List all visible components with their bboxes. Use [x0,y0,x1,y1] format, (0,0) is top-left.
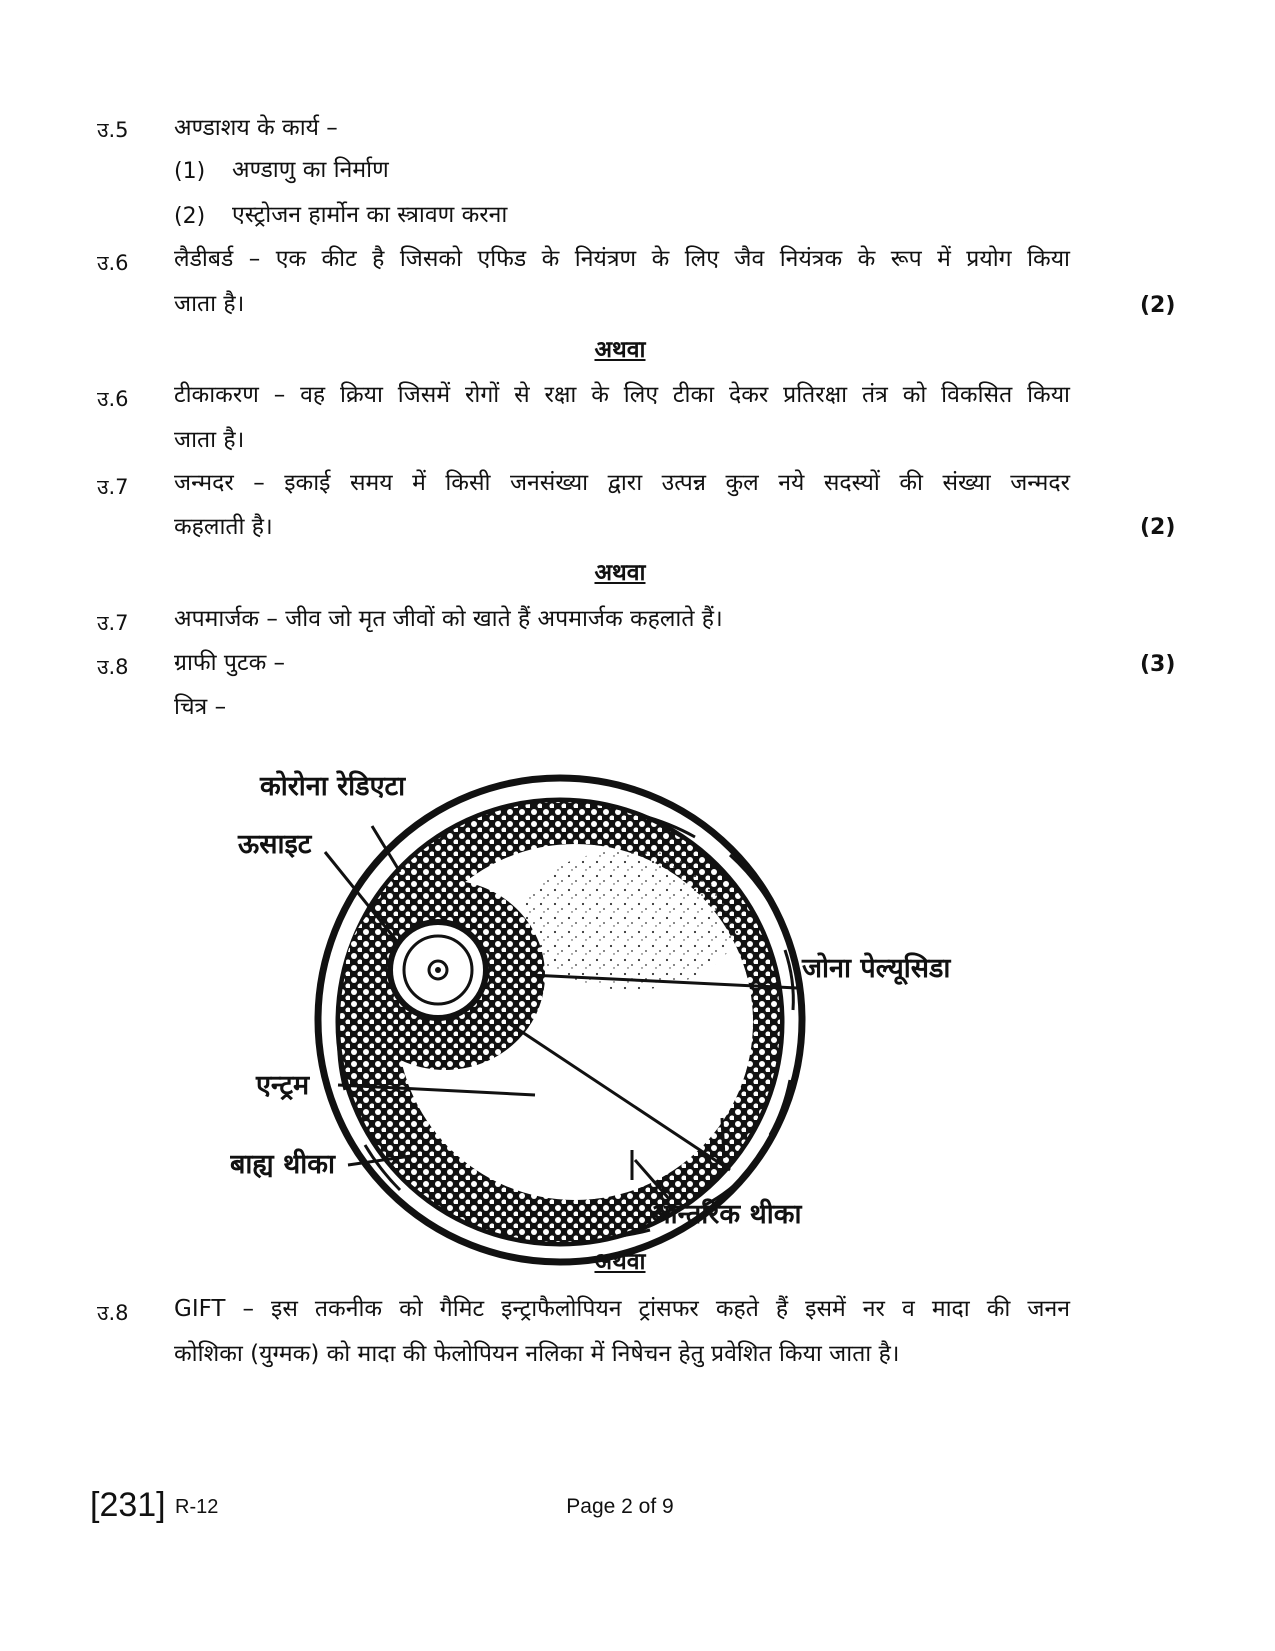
answer-text: जाता है। [174,427,245,453]
sub-item-number: (1) [174,159,206,184]
or-heading: अथवा [594,560,646,586]
or-heading: अथवा [594,1249,646,1275]
question-number: उ.7 [97,475,129,499]
graafian-follicle-diagram [230,760,1030,1300]
answer-text: जाता है। [174,291,245,317]
answer-title: ग्राफी पुटक – [174,650,286,676]
or-heading: अथवा [594,337,646,363]
sub-item-number: (2) [174,204,206,229]
label-zona-pellucida: जोना पेल्यूसिडा [802,953,951,984]
answer-text: लैडीबर्ड – एक कीट है जिसको एफिड के नियंत्रण के लिए जैव नियंत्रक के रूप में प्रयोग किया [174,246,1070,272]
label-theca-interna: आन्तरिक थीका [650,1199,802,1230]
answer-text: जन्मदर – इकाई समय में किसी जनसंख्या द्वारा उत्पन्न कुल नये सदस्यों की संख्या जन्मदर [174,470,1070,496]
answer-text: GIFT – इस तकनीक को गैमिट इन्ट्राफैलोपियन ट्रांसफर कहते हैं इसमें नर व मादा की जनन [174,1296,1070,1322]
label-corona-radiata: कोरोना रेडिएटा [260,771,406,802]
sub-item-text: एस्ट्रोजन हार्मोन का स्त्रावण करना [232,202,508,228]
question-number: उ.5 [97,118,129,142]
marks: (2) [1140,293,1176,318]
paper-code: [231] [90,1486,166,1524]
question-number: उ.8 [97,1301,129,1325]
label-theca-externa: बाह्य थीका [230,1149,336,1180]
question-number: उ.6 [97,251,129,275]
answer-title: अण्डाशय के कार्य – [174,115,338,141]
answer-text: टीकाकरण – वह क्रिया जिसमें रोगों से रक्षा के लिए टीका देकर प्रतिरक्षा तंत्र को विकसित किया [174,382,1070,408]
paper-series: R-12 [175,1496,219,1518]
answer-text: कहलाती है। [174,514,273,540]
sub-item-text: अण्डाणु का निर्माण [232,157,389,183]
marks: (2) [1140,515,1176,540]
figure-caption: चित्र – [174,694,227,720]
answer-text: अपमार्जक – जीव जो मृत जीवों को खाते हैं अपमार्जक कहलाते हैं। [174,606,723,632]
question-number: उ.7 [97,611,129,635]
answer-text: कोशिका (युग्मक) को मादा की फेलोपियन नलिका में निषेचन हेतु प्रवेशित किया जाता है। [174,1341,900,1367]
oocyte [390,922,486,1018]
question-number: उ.8 [97,655,129,679]
marks: (3) [1140,652,1176,677]
page-number: Page 2 of 9 [566,1495,674,1518]
question-number: उ.6 [97,387,129,411]
label-oocyte: ऊसाइट [238,829,312,860]
label-antrum: एन्ट्रम [256,1070,310,1101]
